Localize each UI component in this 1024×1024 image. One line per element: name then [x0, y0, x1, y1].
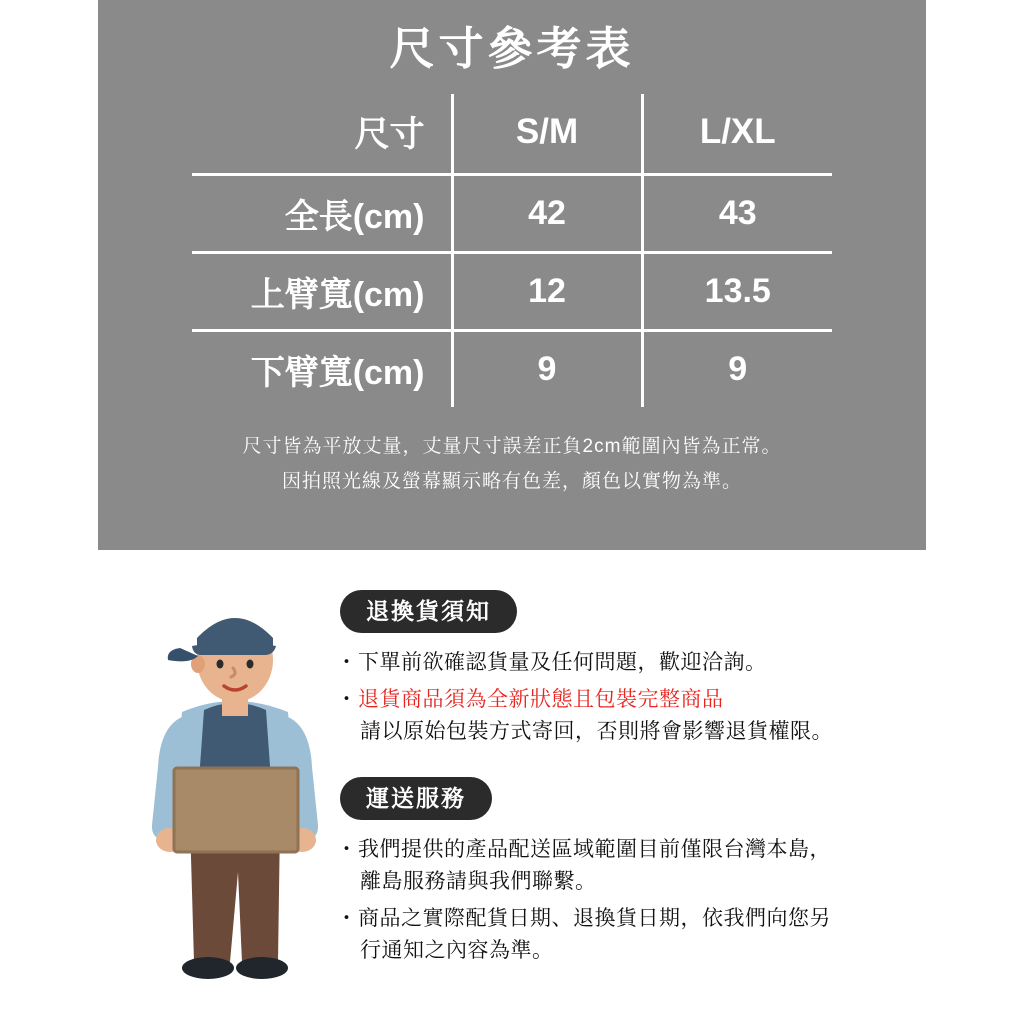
row-label: 下臂寬(cm) [250, 354, 425, 392]
column-header-size: 尺寸 [354, 115, 425, 154]
shipping-badge: 運送服務 [340, 777, 492, 820]
list-item-subtext: 請以原始包裝方式寄回，否則將會影響退貨權限。 [360, 720, 833, 744]
list-item-subtext: 離島服務請與我們聯繫。 [360, 870, 597, 894]
returns-badge: 退換貨須知 [340, 590, 517, 633]
list-item [340, 834, 980, 899]
list-item [340, 684, 980, 749]
size-chart-title: 尺寸參考表 [389, 23, 635, 74]
policy-text-column [340, 590, 980, 972]
table-row [192, 175, 832, 253]
shipping-block [340, 777, 980, 968]
list-item-text: 下單前欲確認貨量及任何問題，歡迎洽詢。 [358, 651, 767, 674]
list-item [340, 647, 980, 680]
size-chart-notes [243, 429, 782, 499]
size-note-line: 因拍照光線及螢幕顯示略有色差，顏色以實物為準。 [281, 471, 742, 493]
table-row [192, 253, 832, 331]
policy-section [0, 550, 1024, 1024]
list-item-text-highlight: 退貨商品須為全新狀態且包裝完整商品 [358, 687, 724, 711]
size-note-line: 尺寸皆為平放丈量，丈量尺寸誤差正負2cm範圍內皆為正常。 [242, 436, 782, 457]
size-chart-table [192, 94, 832, 407]
delivery-person-illustration [120, 572, 350, 1012]
row-label: 上臂寬(cm) [250, 276, 425, 314]
column-header-sm: S/M [452, 94, 642, 175]
column-header-lxl: L/XL [642, 94, 832, 175]
returns-list [340, 647, 980, 749]
list-item-text: 商品之實際配貨日期、退換貨日期，依我們向您另 [358, 906, 831, 930]
list-item [340, 903, 980, 968]
size-chart-panel [98, 0, 926, 550]
row-value-sm: 42 [452, 175, 642, 253]
row-value-lxl: 43 [642, 175, 832, 253]
list-item-text: 我們提供的產品配送區域範圍目前僅限台灣本島， [358, 837, 831, 861]
list-item-subtext: 行通知之內容為準。 [360, 939, 554, 963]
table-header-row [192, 94, 832, 175]
row-value-lxl: 9 [642, 331, 832, 408]
table-row [192, 331, 832, 408]
shipping-list [340, 834, 980, 968]
row-label: 全長(cm) [284, 198, 425, 236]
row-value-lxl: 13.5 [642, 253, 832, 331]
row-value-sm: 12 [452, 253, 642, 331]
row-value-sm: 9 [452, 331, 642, 408]
